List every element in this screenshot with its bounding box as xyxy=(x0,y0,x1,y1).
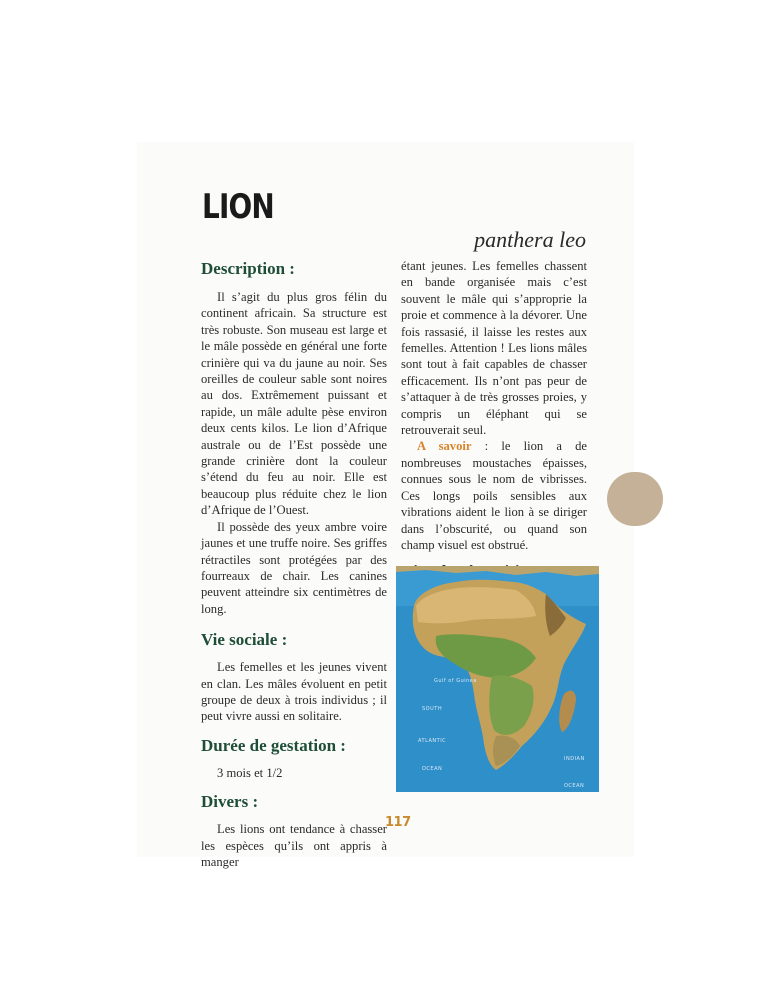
description-heading: Description : xyxy=(201,259,295,278)
page-title: LION xyxy=(202,187,274,227)
social-paragraph: Les femelles et les jeunes vivent en clan. Les mâles évoluent en petit groupe de deux à trois individus ; il peut vivre aussi en solitaire. xyxy=(201,660,387,724)
social-heading: Vie sociale : xyxy=(201,630,288,650)
right-column xyxy=(401,258,587,591)
asavoir-text: : le lion a de nombreuses moustaches épaisses, connues sous le nom de vibrisses. Ces longs poils sensibles aux vibrations aident le lion à se diriger dans l’obscurité, ou quand son champ visuel est obstrué. xyxy=(401,439,587,552)
description-paragraph-2: Il possède des yeux ambre voire jaunes et une truffe noire. Ses griffes rétractiles sont protégées par des fourreaux de chair. Les canines peuvent atteindre six centimètres de long. xyxy=(201,519,387,616)
map-label-atlantic: ATLANTIC xyxy=(418,738,447,744)
description-paragraph-1: Il s’agit du plus gros félin du continent africain. Sa structure est très robuste. Son museau est large et le mâle possède en général une forte crinière qui va du jaune au noir. Ses oreilles de couleur sable sont noires au dos. Extrêmement puissant et rapide, un mâle adulte pèse environ deux cents kilos. Le lion d’Afrique australe ou de l’Est possède une grande crinière dont la couleur s’étend du feu au noir. Elle est beaucoup plus réduite chez le lion d’Afrique de l’Ouest. xyxy=(201,290,387,518)
map-label-ocean-left: OCEAN xyxy=(422,766,443,772)
map-label-south: SOUTH xyxy=(422,706,443,712)
left-column xyxy=(201,258,387,870)
chapter-thumb-tab xyxy=(607,472,663,526)
map-label-indian: INDIAN xyxy=(564,756,585,762)
asavoir-label: A savoir xyxy=(417,439,472,454)
gestation-paragraph: 3 mois et 1/2 xyxy=(217,765,283,780)
divers-paragraph: Les lions ont tendance à chasser les espèces qu’ils ont appris à manger xyxy=(201,822,387,869)
asavoir-paragraph xyxy=(401,438,587,553)
map-label-ocean-right: OCEAN xyxy=(564,783,585,789)
gestation-heading: Durée de gestation : xyxy=(201,735,346,755)
africa-map xyxy=(396,566,599,792)
page-number: 117 xyxy=(385,815,411,830)
divers-continued-paragraph: étant jeunes. Les femelles chassent en bande organisée mais c’est souvent le mâle qui s’approprie la proie et commence à la dévorer. Une fois rassasié, il laisse les restes aux femelles. Attention ! Les lions mâles sont tout à fait capables de chasser efficacement. Ils n’ont pas peur de s’attaquer à de très grosses proies, y compris un éléphant qui se retrouverait seul. xyxy=(401,259,587,438)
scientific-name: panthera leo xyxy=(474,227,586,252)
map-label-gulf: Gulf of Guinea xyxy=(434,678,477,684)
divers-heading: Divers : xyxy=(201,792,259,812)
